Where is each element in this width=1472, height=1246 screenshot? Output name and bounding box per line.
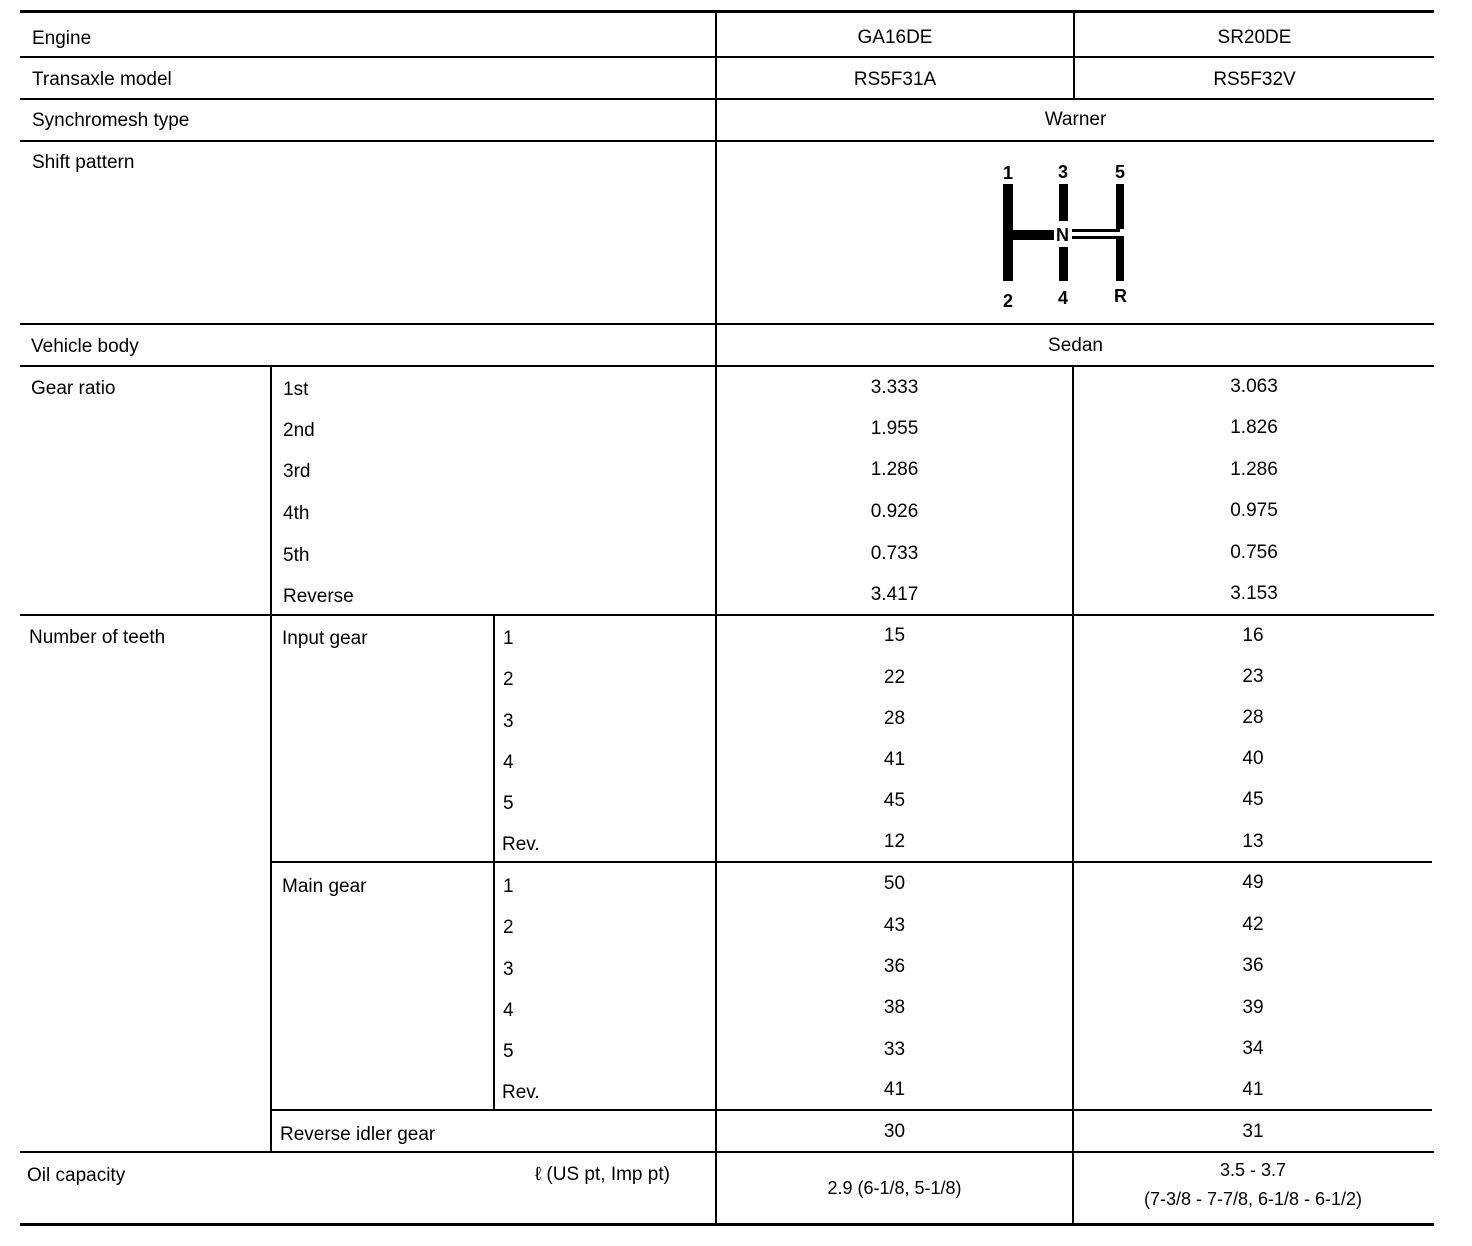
main-gear-col1: 43 (883, 915, 906, 936)
shift-pattern-diagram (990, 155, 1140, 315)
gear-ratio-col1: 3.333 (870, 377, 919, 398)
subrow-divider (271, 1109, 1432, 1111)
main-gear-col2: 34 (1242, 1038, 1264, 1059)
gate-bar-5-r (1116, 184, 1124, 229)
main-gear-col1: 41 (883, 1079, 906, 1100)
main-gear-num: 1 (503, 876, 514, 897)
gear-ratio-col1: 1.955 (870, 418, 919, 439)
vehicle-body-label: Vehicle body (31, 336, 139, 357)
main-gear-label: Main gear (282, 876, 367, 897)
gear-ratio-col2: 1.286 (1230, 459, 1278, 480)
col-divider-sub (270, 365, 272, 1153)
gear-ratio-gear: 2nd (283, 420, 315, 441)
oil-capacity-col2-line2: (7-3/8 - 7-7/8, 6-1/8 - 6-1/2) (1143, 1189, 1363, 1209)
gate-bar-3-4 (1059, 247, 1068, 281)
shift-label-r: R (1114, 286, 1127, 306)
row-divider (20, 56, 1434, 58)
gear-ratio-gear: 4th (283, 503, 310, 524)
shift-pattern-label: Shift pattern (32, 152, 135, 173)
teeth-label: Number of teeth (29, 627, 166, 648)
input-gear-col2: 13 (1242, 831, 1264, 852)
gear-ratio-col2: 3.063 (1230, 376, 1278, 397)
input-gear-num: 1 (503, 628, 514, 649)
input-gear-col1: 45 (883, 790, 906, 811)
synchromesh-label: Synchromesh type (32, 110, 190, 131)
main-gear-col1: 33 (883, 1039, 906, 1060)
gear-ratio-col2: 0.975 (1230, 500, 1278, 521)
input-gear-col1: 12 (883, 831, 906, 852)
gear-ratio-gear: Reverse (283, 586, 354, 607)
gear-ratio-col1: 0.733 (870, 543, 919, 564)
gear-ratio-col1: 1.286 (870, 459, 919, 480)
col-divider-sub2 (493, 614, 495, 1111)
input-gear-col1: 41 (883, 749, 906, 770)
gear-ratio-col1: 0.926 (870, 501, 919, 522)
gate-crossbar (1072, 229, 1120, 232)
gear-ratio-col2: 3.153 (1230, 583, 1278, 604)
transaxle-col1: RS5F31A (853, 69, 937, 90)
input-gear-num: 5 (503, 793, 514, 814)
gear-ratio-gear: 3rd (283, 461, 311, 482)
gear-ratio-col2: 0.756 (1230, 542, 1278, 563)
oil-capacity-unit: ℓ (US pt, Imp pt) (535, 1164, 670, 1185)
input-gear-col1: 28 (883, 708, 906, 729)
top-border (20, 10, 1434, 13)
transaxle-label: Transaxle model (32, 69, 172, 90)
input-gear-col2: 28 (1242, 707, 1264, 728)
gate-bar-3-4 (1059, 184, 1068, 221)
engine-ga16de: GA16DE (857, 27, 933, 48)
input-gear-label: Input gear (282, 628, 368, 649)
engine-sr20de: SR20DE (1217, 27, 1292, 48)
gear-ratio-col2: 1.826 (1230, 417, 1278, 438)
main-gear-num: 2 (503, 917, 514, 938)
row-divider (20, 365, 1434, 367)
input-gear-col2: 40 (1242, 748, 1264, 769)
gear-ratio-gear: 1st (283, 379, 309, 400)
main-gear-col2: 39 (1242, 997, 1264, 1018)
main-gear-col1: 36 (883, 956, 906, 977)
main-gear-col2: 49 (1242, 872, 1264, 893)
main-gear-col2: 36 (1242, 955, 1264, 976)
main-gear-col1: 50 (883, 873, 906, 894)
reverse-idler-col1: 30 (883, 1121, 906, 1142)
oil-capacity-label: Oil capacity (27, 1165, 126, 1186)
main-gear-col2: 42 (1242, 914, 1264, 935)
row-divider (20, 323, 1434, 325)
shift-label-3: 3 (1058, 162, 1069, 182)
input-gear-num: Rev. (502, 834, 540, 855)
shift-label-5: 5 (1115, 162, 1126, 182)
input-gear-col2: 45 (1242, 789, 1264, 810)
gate-bar-5-r (1116, 236, 1124, 281)
input-gear-col1: 15 (883, 625, 906, 646)
oil-capacity-col1: 2.9 (6-1/8, 5-1/8) (827, 1178, 962, 1198)
gear-ratio-col1: 3.417 (870, 584, 919, 605)
main-gear-num: 5 (503, 1041, 514, 1062)
gate-crossbar (1008, 230, 1054, 240)
shift-label-2: 2 (1003, 291, 1014, 311)
reverse-idler-label: Reverse idler gear (280, 1124, 436, 1145)
row-divider (20, 140, 1434, 142)
gear-ratio-label: Gear ratio (31, 378, 116, 399)
reverse-idler-col2: 31 (1242, 1121, 1264, 1142)
bottom-border (20, 1223, 1434, 1226)
input-gear-col2: 16 (1242, 625, 1264, 646)
row-divider (20, 98, 1434, 100)
input-gear-col2: 23 (1242, 666, 1264, 687)
transaxle-col2: RS5F32V (1213, 69, 1296, 90)
row-divider (20, 1151, 1434, 1153)
shift-label-1: 1 (1003, 163, 1014, 183)
main-gear-col2: 41 (1242, 1079, 1264, 1100)
main-gear-col1: 38 (883, 997, 906, 1018)
vehicle-body-value: Sedan (1048, 335, 1103, 356)
input-gear-col1: 22 (883, 667, 906, 688)
shift-label-n: N (1056, 225, 1069, 245)
main-gear-num: 4 (503, 1000, 514, 1021)
input-gear-num: 2 (503, 669, 514, 690)
input-gear-num: 4 (503, 752, 514, 773)
row-divider (20, 614, 1434, 616)
oil-capacity-col2-line1: 3.5 - 3.7 (1219, 1160, 1287, 1180)
synchromesh-value: Warner (1044, 109, 1107, 130)
engine-label: Engine (32, 28, 92, 49)
input-gear-num: 3 (503, 711, 514, 732)
shift-label-4: 4 (1058, 288, 1069, 308)
main-gear-num: Rev. (502, 1082, 540, 1103)
gate-crossbar (1072, 236, 1117, 239)
gear-ratio-gear: 5th (283, 545, 310, 566)
subrow-divider (271, 861, 1432, 863)
main-gear-num: 3 (503, 959, 514, 980)
